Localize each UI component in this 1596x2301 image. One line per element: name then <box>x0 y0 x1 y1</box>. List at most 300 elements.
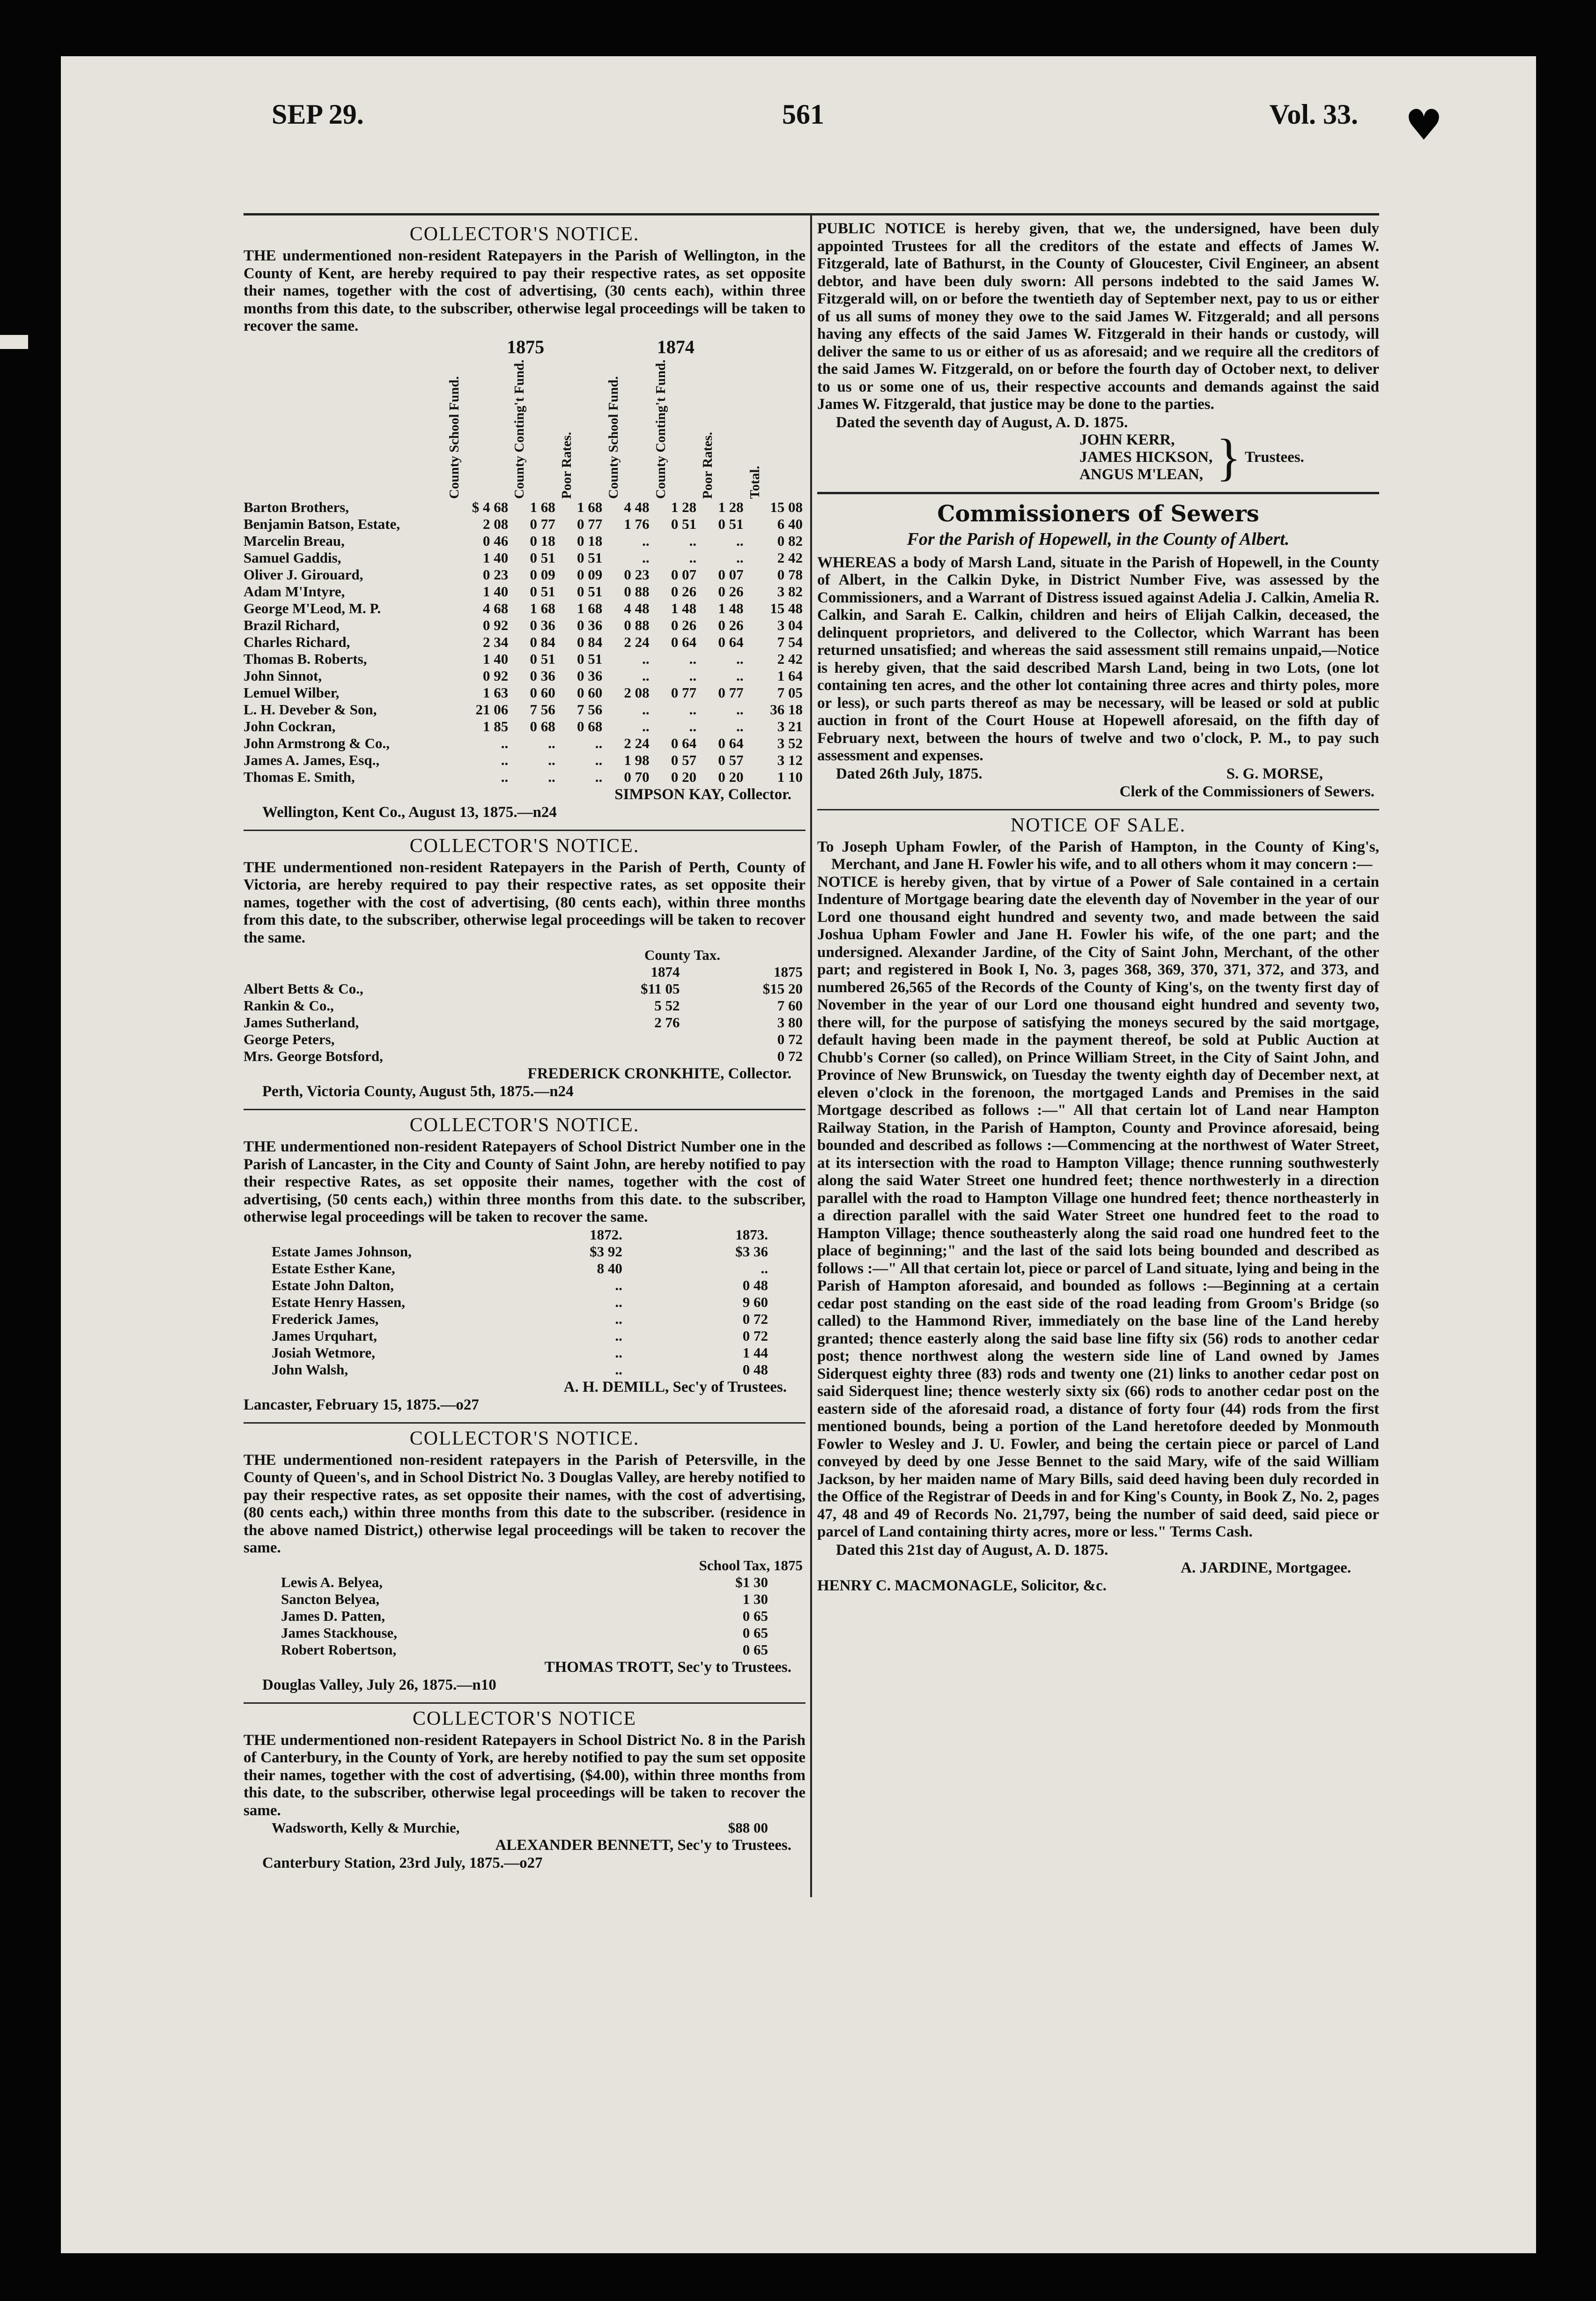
amount: $88 00 <box>728 1819 768 1836</box>
amount-cell: 0 09 <box>576 566 603 583</box>
notice-body: THE undermentioned non-resident Ratepayers in School District No. 8 in the Parish of Canterbury, in the County of York, are hereby notified to pay the sum set opposite their names, together with the cost of advertising, ($4.00), within three months from this date, to the subscriber, otherwise legal proceedings will be taken to recover the same. <box>244 1731 805 1819</box>
ratepayer-name: Josiah Wetmore, <box>272 1344 376 1361</box>
table-row <box>244 1294 805 1311</box>
notice-body: THE undermentioned non-resident Ratepayers of School District Number one in the Parish of Lancaster, in the City and County of Saint John, are hereby notified to pay their respective Rates, as set opposite their names, together with the cost of advertising, (50 cents each,) within three months from this date. to the subscriber, otherwise legal proceedings will be taken to recover the same. <box>244 1138 805 1225</box>
table-row <box>244 701 805 718</box>
ratepayer-name: Samuel Gaddis, <box>244 549 341 566</box>
public-notice <box>817 220 1379 486</box>
ratepayer-name: John Armstrong & Co., <box>244 735 390 751</box>
header-page-number: 561 <box>782 99 824 130</box>
section-rule <box>817 809 1379 810</box>
amount-cell: 7 56 <box>530 701 555 718</box>
ratepayer-name: Thomas B. Roberts, <box>244 650 367 667</box>
amount-cell: 0 64 <box>718 735 744 751</box>
petersville-notice <box>244 1427 805 1694</box>
notice-body: THE undermentioned non-resident Ratepayers in the Parish of Perth, County of Victoria, are hereby required to pay their respective rates, as set opposite their names, together with the cost of advertising, (80 cents each), within three months from this date, to the subscriber, otherwise legal proceedings will be taken to recover the same. <box>244 859 805 946</box>
year-label: 1875 <box>774 964 803 980</box>
column-header: Total. <box>747 465 762 499</box>
petersville-head-row <box>244 1557 805 1574</box>
ratepayer-name: Wadsworth, Kelly & Murchie, <box>272 1819 460 1836</box>
header-volume: Vol. 33. <box>1269 99 1358 130</box>
amount-cell: 0 36 <box>576 616 603 633</box>
amount-cell: 2 76 <box>654 1014 680 1031</box>
amount-cell: .. <box>548 735 555 751</box>
amount-cell: 1 40 <box>483 583 509 600</box>
column-header: Poor Rates. <box>559 431 574 499</box>
amount-cell: 5 52 <box>654 997 680 1014</box>
amount-cell: 1 30 <box>742 1590 768 1607</box>
brace-glyph: } <box>1216 429 1241 486</box>
amount-cell: 1 68 <box>530 600 555 616</box>
right-column <box>817 220 1379 1603</box>
amount-cell: 2 08 <box>483 515 509 532</box>
section-rule <box>244 1702 805 1704</box>
amount-cell: 0 18 <box>530 532 555 549</box>
amount-cell: 0 84 <box>530 633 555 650</box>
sewers-subtitle: For the Parish of Hopewell, in the County of Albert. <box>907 529 1290 549</box>
sale-address: To Joseph Upham Fowler, of the Parish of Hampton, in the County of King's, Merchant, and Jane H. Fowler his wife, and to all others whom it may concern :— <box>817 838 1379 873</box>
ratepayer-name: Adam M'Intyre, <box>244 583 345 600</box>
ratepayer-name: Benjamin Batson, Estate, <box>244 515 400 532</box>
column-header: School Tax, 1875 <box>699 1557 803 1574</box>
table-row <box>244 1243 805 1260</box>
amount-cell: .. <box>642 718 650 735</box>
amount-cell: 0 77 <box>576 515 603 532</box>
amount-cell: 2 08 <box>624 684 650 701</box>
notice-body: THE undermentioned non-resident Ratepayers in the Parish of Wellington, in the County of Kent, are hereby required to pay their respective rates, as set opposite their names, together with the cost of advertising, (30 cents each), within three months from this date, to the subscriber, otherwise legal proceedings will be taken to recover the same. <box>244 247 805 334</box>
amount-cell: 0 68 <box>576 718 603 735</box>
amount-cell: 1 68 <box>576 498 603 515</box>
amount-cell: .. <box>548 751 555 768</box>
ratepayer-name: James Stackhouse, <box>281 1624 398 1641</box>
signer-title: Clerk of the Commissioners of Sewers. <box>1119 783 1374 800</box>
amount-cell: .. <box>689 718 697 735</box>
table-row <box>244 1608 805 1625</box>
table-row <box>244 997 805 1014</box>
petersville-table <box>244 1557 805 1658</box>
column-header: County Tax. <box>644 947 720 963</box>
amount-cell: $3 92 <box>590 1243 622 1260</box>
amount-cell: 0 46 <box>483 532 509 549</box>
table-row <box>244 718 805 735</box>
ratepayer-name: Mrs. George Botsford, <box>244 1048 383 1064</box>
perth-year-row <box>244 964 805 980</box>
amount-cell: 1 40 <box>483 549 509 566</box>
amount-cell: 0 77 <box>530 515 555 532</box>
amount-cell: .. <box>689 701 697 718</box>
sewers-title: Commissioners of Sewers <box>937 500 1259 527</box>
amount-cell: .. <box>642 532 650 549</box>
amount-cell <box>562 1031 683 1048</box>
amount-cell: $11 05 <box>641 980 680 997</box>
column-header: County Conting't Fund. <box>512 359 527 499</box>
amount-cell: 1 28 <box>718 498 744 515</box>
notice-dated: Dated the seventh day of August, A. D. 1875. <box>836 414 1128 431</box>
ratepayer-name: Estate James Johnson, <box>272 1243 412 1260</box>
amount-cell: 0 20 <box>718 768 744 785</box>
amount-cell: 0 51 <box>576 583 603 600</box>
trustee-list <box>1079 431 1212 483</box>
amount-cell: 1 40 <box>483 650 509 667</box>
amount-cell: 15 08 <box>770 498 803 515</box>
amount-cell: 4 68 <box>483 600 509 616</box>
ratepayer-name: James A. James, Esq., <box>244 751 380 768</box>
trustee-name: ANGUS M'LEAN, <box>1079 466 1204 483</box>
table-row <box>244 566 805 583</box>
section-rule <box>817 492 1379 494</box>
amount-cell: $1 30 <box>735 1574 768 1590</box>
ratepayer-name: John Walsh, <box>272 1361 348 1378</box>
table-row <box>244 1328 805 1344</box>
amount-cell <box>562 1048 683 1065</box>
collector-block <box>244 1378 805 1414</box>
amount-cell: 0 82 <box>777 532 803 549</box>
heart-icon: ♥ <box>1405 101 1443 150</box>
table-row <box>244 1048 805 1065</box>
collector-name: THOMAS TROTT, Sec'y to Trustees. <box>544 1658 791 1676</box>
ratepayer-name: Charles Richard, <box>244 633 350 650</box>
amount-cell: .. <box>689 667 697 684</box>
amount-cell: 0 57 <box>671 751 697 768</box>
lancaster-year-row <box>244 1226 805 1243</box>
ratepayer-name: George Peters, <box>244 1031 335 1047</box>
table-row <box>244 1311 805 1328</box>
amount-cell: .. <box>642 667 650 684</box>
amount-cell: 0 77 <box>718 684 744 701</box>
amount-cell: 1 85 <box>483 718 509 735</box>
mortgagee-name: A. JARDINE, Mortgagee. <box>1181 1559 1351 1576</box>
signature-block <box>817 1541 1379 1595</box>
trustees-block <box>817 429 1379 486</box>
amount-cell: 1 98 <box>624 751 650 768</box>
ratepayer-name: James D. Patten, <box>281 1607 385 1624</box>
amount-cell: .. <box>642 701 650 718</box>
amount-cell: 0 23 <box>624 566 650 583</box>
amount-cell: .. <box>761 1260 768 1277</box>
amount-cell: 7 05 <box>777 684 803 701</box>
dateline: Wellington, Kent Co., August 13, 1875.—n24 <box>262 803 557 821</box>
amount-cell: 0 51 <box>718 515 744 532</box>
notice-dated: Dated this 21st day of August, A. D. 1875. <box>836 1541 1108 1559</box>
petersville-rows <box>244 1574 805 1658</box>
amount-cell: 6 40 <box>777 515 803 532</box>
ratepayer-name: James Urquhart, <box>272 1327 377 1344</box>
table-row <box>244 600 805 617</box>
table-row <box>244 1625 805 1641</box>
amount-cell: 0 72 <box>777 1048 803 1064</box>
collector-block <box>244 1658 805 1694</box>
amount-cell: 0 88 <box>624 616 650 633</box>
ratepayer-name: Sancton Belyea, <box>281 1590 380 1607</box>
amount-cell: 1 64 <box>777 667 803 684</box>
year-label: 1874 <box>650 964 680 980</box>
table-row <box>244 651 805 668</box>
table-row <box>244 634 805 651</box>
amount-cell: 0 20 <box>671 768 697 785</box>
sewers-notice <box>817 501 1379 801</box>
ratepayer-name: Marcelin Breau, <box>244 532 345 549</box>
amount-cell: .. <box>501 735 509 751</box>
ratepayer-name: Barton Brothers, <box>244 498 349 515</box>
column-header: County School Fund. <box>447 376 462 499</box>
amount-cell: 0 92 <box>483 616 509 633</box>
perth-table <box>244 947 805 1065</box>
lancaster-rows <box>244 1243 805 1378</box>
table-row <box>244 583 805 600</box>
amount-cell: 2 34 <box>483 633 509 650</box>
amount-cell: 1 48 <box>671 600 697 616</box>
amount-cell: 3 82 <box>777 583 803 600</box>
collector-name: FREDERICK CRONKHITE, Collector. <box>527 1065 791 1082</box>
collector-block <box>244 786 805 821</box>
amount-cell: .. <box>615 1344 622 1361</box>
amount-cell: 2 42 <box>777 650 803 667</box>
table-row <box>244 499 805 516</box>
amount-cell: 3 21 <box>777 718 803 735</box>
amount-cell: 0 65 <box>742 1607 768 1624</box>
amount-cell: .. <box>736 650 744 667</box>
collector-block <box>244 1065 805 1100</box>
ratepayer-name: George M'Leod, M. P. <box>244 600 381 616</box>
amount-cell: 36 18 <box>770 701 803 718</box>
header-date: SEP 29. <box>272 99 364 130</box>
amount-cell: .. <box>595 735 603 751</box>
section-rule <box>244 1422 805 1424</box>
notice-title: COLLECTOR'S NOTICE. <box>409 1114 640 1136</box>
canterbury-table <box>244 1819 805 1836</box>
table-row <box>244 668 805 684</box>
amount-cell: $ 4 68 <box>472 498 509 515</box>
year-1874: 1874 <box>657 336 695 357</box>
amount-cell: 1 10 <box>777 768 803 785</box>
amount-cell: .. <box>501 768 509 785</box>
amount-cell: 7 60 <box>777 997 803 1014</box>
amount-cell: 0 09 <box>530 566 555 583</box>
amount-cell: .. <box>689 650 697 667</box>
ratepayer-name: L. H. Deveber & Son, <box>244 701 377 718</box>
year-1875: 1875 <box>507 336 545 357</box>
solicitor-name: HENRY C. MACMONAGLE, Solicitor, &c. <box>817 1577 1107 1594</box>
table-row <box>244 684 805 701</box>
amount-cell: 7 54 <box>777 633 803 650</box>
amount-cell: 0 36 <box>576 667 603 684</box>
amount-cell: 9 60 <box>742 1293 768 1310</box>
notice-title: COLLECTOR'S NOTICE. <box>409 1427 640 1449</box>
column-header: Poor Rates. <box>700 431 716 499</box>
amount-cell: .. <box>642 650 650 667</box>
ratepayer-name: Thomas E. Smith, <box>244 768 355 785</box>
amount-cell: .. <box>689 532 697 549</box>
amount-cell: 3 52 <box>777 735 803 751</box>
column-header: County School Fund. <box>606 376 621 499</box>
table-row <box>244 1641 805 1658</box>
notice-title: NOTICE OF SALE. <box>1010 814 1186 836</box>
table-row <box>244 617 805 634</box>
left-column <box>244 220 805 1880</box>
trustee-name: JAMES HICKSON, <box>1079 448 1213 466</box>
amount-cell: 7 56 <box>576 701 603 718</box>
amount-cell: 1 68 <box>530 498 555 515</box>
amount-cell: .. <box>736 532 744 549</box>
amount-cell: 15 48 <box>770 600 803 616</box>
page-edge-mark <box>0 335 28 349</box>
ratepayer-name: James Sutherland, <box>244 1014 359 1031</box>
amount-cell: 0 78 <box>777 566 803 583</box>
amount-cell: .. <box>642 549 650 566</box>
amount-cell: 0 92 <box>483 667 509 684</box>
amount-cell: 0 26 <box>718 583 744 600</box>
amount-cell: .. <box>736 718 744 735</box>
perth-notice <box>244 835 805 1101</box>
column-header: County Conting't Fund. <box>653 359 668 499</box>
notice-body: THE undermentioned non-resident ratepayers in the Parish of Petersville, in the County of Queen's, and in School District No. 3 Douglas Valley, are hereby notified to pay their respective rates, as set opposite their names, with the cost of advertising, (80 cents each,) within three months from this date to the subscriber. (residence in the above named District,) otherwise legal proceedings will be taken to recover the same. <box>244 1451 805 1556</box>
collector-block <box>244 1836 805 1872</box>
amount-cell: 0 51 <box>530 583 555 600</box>
canterbury-notice <box>244 1707 805 1872</box>
amount-cell: 0 72 <box>777 1031 803 1047</box>
table-row <box>244 980 805 997</box>
amount-cell: 21 06 <box>475 701 509 718</box>
amount-cell: 0 88 <box>624 583 650 600</box>
amount-cell: 1 68 <box>576 600 603 616</box>
notice-title: COLLECTOR'S NOTICE. <box>409 223 640 245</box>
trustees-label: Trustees. <box>1245 448 1304 466</box>
section-rule <box>244 1109 805 1110</box>
amount-cell: 0 60 <box>530 684 555 701</box>
ratepayer-name: Lemuel Wilber, <box>244 684 340 701</box>
trustee-name: JOHN KERR, <box>1079 431 1175 448</box>
amount-cell: 0 64 <box>671 735 697 751</box>
amount-cell: .. <box>548 768 555 785</box>
amount-cell: 0 51 <box>530 650 555 667</box>
amount-cell: 4 48 <box>624 498 650 515</box>
amount-cell: .. <box>615 1310 622 1327</box>
amount-cell: 0 64 <box>718 633 744 650</box>
amount-cell: 1 76 <box>624 515 650 532</box>
table-row <box>244 1014 805 1031</box>
perth-rows <box>244 980 805 1065</box>
ratepayer-name: Brazil Richard, <box>244 616 340 633</box>
amount-cell: 1 28 <box>671 498 697 515</box>
amount-cell: 0 60 <box>576 684 603 701</box>
dated-row <box>817 765 1379 783</box>
amount-cell: .. <box>595 751 603 768</box>
amount-cell: 0 68 <box>530 718 555 735</box>
ratepayer-name: Albert Betts & Co., <box>244 980 363 997</box>
perth-head-row <box>244 947 805 964</box>
amount-cell: 0 26 <box>671 583 697 600</box>
amount-cell: 0 51 <box>530 549 555 566</box>
table-row <box>244 735 805 752</box>
wellington-notice <box>244 223 805 821</box>
sale-notice <box>817 814 1379 1595</box>
table-row <box>244 533 805 549</box>
table-row <box>244 1361 805 1378</box>
amount-cell: 0 65 <box>742 1641 768 1658</box>
lancaster-notice <box>244 1114 805 1414</box>
amount-cell: 0 36 <box>530 616 555 633</box>
dateline: Perth, Victoria County, August 5th, 1875.—n24 <box>262 1083 574 1100</box>
amount-cell: .. <box>736 549 744 566</box>
amount-cell: .. <box>615 1277 622 1293</box>
amount-cell: 0 07 <box>718 566 744 583</box>
amount-cell: .. <box>615 1327 622 1344</box>
table-row <box>244 1574 805 1591</box>
column-divider <box>810 215 812 1897</box>
ratepayer-name: Robert Robertson, <box>281 1641 397 1658</box>
amount-cell: 0 57 <box>718 751 744 768</box>
notice-dated: Dated 26th July, 1875. <box>836 765 983 782</box>
amount-cell: 3 80 <box>777 1014 803 1031</box>
notice-title: COLLECTOR'S NOTICE <box>413 1707 636 1729</box>
page-header <box>211 98 1372 141</box>
signer-name: S. G. MORSE, <box>1226 765 1323 782</box>
amount-cell: .. <box>615 1361 622 1378</box>
amount-cell: 0 51 <box>671 515 697 532</box>
table-row <box>244 1031 805 1048</box>
ratepayer-name: Frederick James, <box>272 1310 379 1327</box>
amount-cell: 0 72 <box>742 1310 768 1327</box>
amount-cell: 3 04 <box>777 616 803 633</box>
wellington-rows <box>244 499 805 786</box>
wellington-table <box>244 335 805 786</box>
amount-cell: 0 23 <box>483 566 509 583</box>
amount-cell: .. <box>689 549 697 566</box>
amount-cell: 0 26 <box>718 616 744 633</box>
ratepayer-name: John Cockran, <box>244 718 336 735</box>
ratepayer-name: Estate Esther Kane, <box>272 1260 395 1277</box>
ratepayer-name: Oliver J. Girouard, <box>244 566 363 583</box>
amount-cell: 0 26 <box>671 616 697 633</box>
notice-body: PUBLIC NOTICE is hereby given, that we, the undersigned, have been duly appointed Trustees for all the creditors of the estate and effects of James W. Fitzgerald, late of Bathurst, in the County of Gloucester, Civil Engineer, an absent debtor, and have been duly sworn: All persons indebted to the said James W. Fitzgerald will, on or before the twentieth day of September next, pay to us or either of us all sums of money they owe to the said James W. Fitzgerald; and all persons having any effects of the said James W. Fitzgerald in their hands or custody, will deliver the same to us or either of us as aforesaid; and we require all the creditors of the said James W. Fitzgerald, on or before the fourth day of October next, to deliver to us or some one of us, their respective accounts and demands against the said James W. Fitzgerald, that justice may be done to the parties. <box>817 220 1379 413</box>
amount-cell: 2 24 <box>624 633 650 650</box>
notice-body: NOTICE is hereby given, that by virtue of a Power of Sale contained in a certain Indenture of Mortgage bearing date the eleventh day of November in the year of our Lord one thousand eight hundred and seventy two, and made between the said Joshua Upham Fowler and Jane H. Fowler his wife, of the one part; and the undersigned. Alexander Jardine, of the City of Saint John, Merchant, of the other part; and registered in Book I, No. 3, pages 368, 369, 370, 371, 372, and 373, and numbered 26,565 of the Records of the County of King's, on the twenty first day of November in the year of our Lord one thousand eight hundred and seventy two, there will, for the purpose of satisfying the moneys secured by the said mortgage, default having been made in the payment thereof, be sold at Public Auction at Chubb's Corner (so called), on Prince William Street, in the City of Saint John, and Province of New Brunswick, on Tuesday the twenty eighth day of December next, at eleven o'clock in the forenoon, the mortgaged Lands and Premises in the said Mortgage described as follows :—" All that certain lot of Land near Hampton Railway Station, in the Parish of Hampton, County and Province aforesaid, being bounded and described as follows :—Commencing at the northwest of Water Street, at its intersection with the road to Hampton Village; thence running southwesterly along the said Water Street one hundred feet; thence northwesterly in a direction parallel with the road to Hampton Village one hundred feet; thence northeasterly in a direction parallel with the said Water Street one hundred feet to the road to Hampton Village; thence southeasterly along the said road one hundred feet to the place of beginning;" and the last of the said lots being bounded and described as follows :—" All that certain lot, piece or parcel of Land situate, lying and being in the Parish of Hampton aforesaid, and bounded as follows :—Beginning at a certain cedar post standing on the east side of the road leading from Groom's Bridge (so called) to the Hammond River, immediately on the base line of the Land hereby granted; thence easterly along the said base line fifty six (56) rods to another cedar post; thence northwest along the western side line of Land owned by James Siderquest eighty three (83) rods and twenty one (21) links to another cedar post on said Siderquest line; thence westerly sixty six (66) rods to another cedar post on the eastern side of the aforesaid road, a distance of forty four (44) rods from the first mentioned bounds, being a portion of the Land heretofore deeded by Monmouth Fowler to Wesley and J. U. Fowler, and being the certain piece or parcel of Land conveyed by deed by one Jesse Bennet to the said Mary, wife of the said William Jackson, by her maiden name of Mary Bills, said deed having been duly recorded in the Office of the Registrar of Deeds in and for King's County, in Book Z, No. 2, pages 47, 48 and 49 of Records No. 21,797, being the number of said deed, said piece or parcel of Land containing thirty acres, more or less." Terms Cash. <box>817 873 1379 1540</box>
amount-cell: 0 77 <box>671 684 697 701</box>
amount-cell: 0 48 <box>742 1277 768 1293</box>
amount-cell: 1 44 <box>742 1344 768 1361</box>
year-label: 1873. <box>735 1226 768 1243</box>
amount-cell: 1 48 <box>718 600 744 616</box>
year-header-row <box>244 335 805 358</box>
amount-cell: .. <box>615 1293 622 1310</box>
ratepayer-name: Estate Henry Hassen, <box>272 1293 406 1310</box>
dateline: Lancaster, February 15, 1875.—o27 <box>244 1396 479 1413</box>
amount-cell: 0 36 <box>530 667 555 684</box>
amount-cell: 8 40 <box>597 1260 622 1277</box>
amount-cell: 0 64 <box>671 633 697 650</box>
ratepayer-name: John Sinnot, <box>244 667 322 684</box>
ratepayer-name: Rankin & Co., <box>244 997 334 1014</box>
amount-cell: 0 51 <box>576 650 603 667</box>
table-row <box>244 516 805 533</box>
table-row <box>244 549 805 566</box>
collector-name: A. H. DEMILL, Sec'y of Trustees. <box>563 1378 787 1395</box>
amount-cell: 0 72 <box>742 1327 768 1344</box>
dateline: Canterbury Station, 23rd July, 1875.—o27 <box>262 1855 543 1871</box>
collector-name: ALEXANDER BENNETT, Sec'y to Trustees. <box>495 1837 791 1854</box>
amount-cell: $3 36 <box>735 1243 768 1260</box>
column-header-row <box>244 358 805 499</box>
amount-cell: .. <box>736 667 744 684</box>
amount-cell: .. <box>595 768 603 785</box>
amount-cell: 2 42 <box>777 549 803 566</box>
table-row <box>244 1591 805 1608</box>
amount-cell: 0 48 <box>742 1361 768 1378</box>
dateline: Douglas Valley, July 26, 1875.—n10 <box>262 1676 496 1693</box>
collector-name: SIMPSON KAY, Collector. <box>614 786 791 803</box>
lancaster-table <box>244 1226 805 1378</box>
amount-cell: 4 48 <box>624 600 650 616</box>
